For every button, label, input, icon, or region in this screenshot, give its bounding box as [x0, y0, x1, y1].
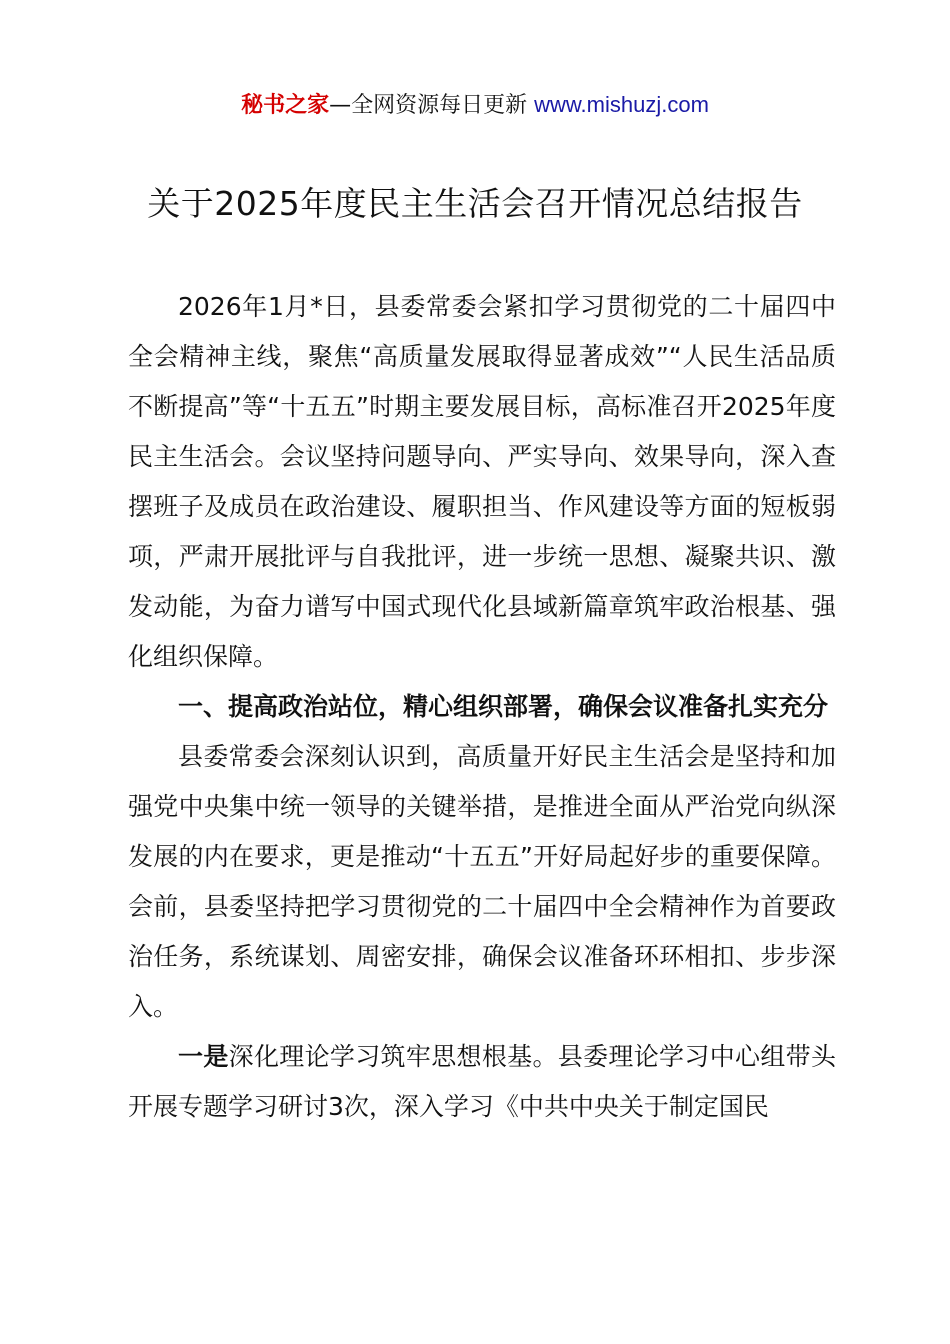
document-title: 关于2025年度民主生活会召开情况总结报告	[147, 184, 803, 223]
point-one-text: 深化理论学习筑牢思想根基。县委理论学习中心组带头开展专题学习研讨3次，深入学习《中共中央关于制定国民	[128, 1042, 836, 1121]
section-one-heading: 一、提高政治站位，精心组织部署，确保会议准备扎实充分	[178, 692, 829, 721]
section-one-paragraph: 县委常委会深刻认识到，高质量开好民主生活会是坚持和加强党中央集中统一领导的关键举措，是推进全面从严治党向纵深发展的内在要求，更是推动“十五五”开好局起好步的重要保障。会前，县委坚持把学习贯彻党的二十届四中全会精神作为首要政治任务，系统谋划、周密安排，确保会议准备环环相扣、步步深入。	[128, 742, 836, 1021]
document-body	[128, 282, 836, 1132]
site-url-link[interactable]: www.mishuzj.com	[534, 92, 709, 117]
site-tagline: —全网资源每日更新	[329, 93, 535, 118]
point-one-lead: 一是	[178, 1042, 229, 1071]
site-header	[0, 88, 950, 123]
site-brand: 秘书之家	[241, 93, 330, 118]
intro-paragraph: 2026年1月*日，县委常委会紧扣学习贯彻党的二十届四中全会精神主线，聚焦“高质量发展取得显著成效”“人民生活品质不断提高”等“十五五”时期主要发展目标，高标准召开2025年度民主生活会。会议坚持问题导向、严实导向、效果导向，深入查摆班子及成员在政治建设、履职担当、作风建设等方面的短板弱项，严肃开展批评与自我批评，进一步统一思想、凝聚共识、激发动能，为奋力谱写中国式现代化县域新篇章筑牢政治根基、强化组织保障。	[128, 292, 836, 671]
point-one-paragraph	[128, 1032, 836, 1132]
